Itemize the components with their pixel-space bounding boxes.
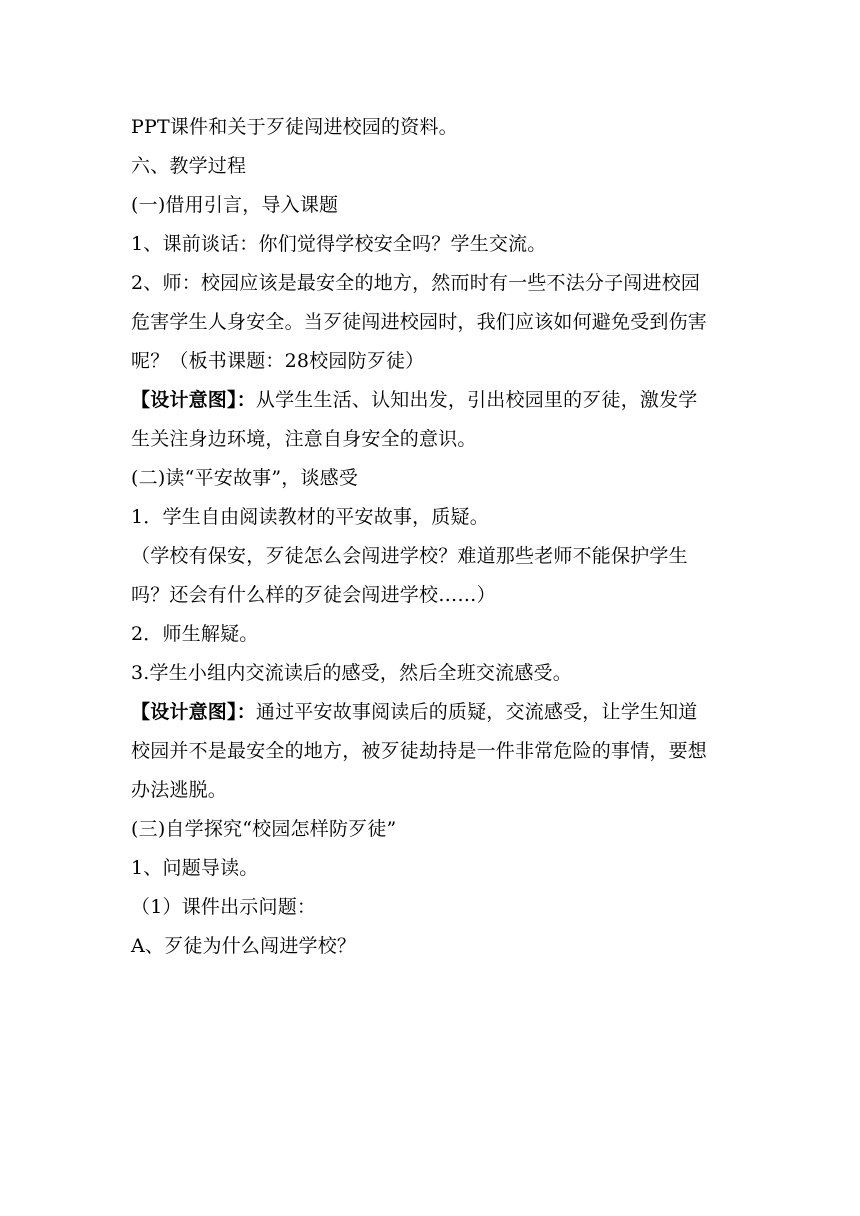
design-intent-2-line-3: 办法逃脱。	[131, 779, 228, 801]
document-body	[131, 108, 731, 966]
text-line-resolve-doubts: 2．师生解疑。	[131, 623, 259, 645]
text-line-teacher-1: 2、师：校园应该是最安全的地方，然而时有一些不法分子闯进校园	[131, 272, 701, 294]
text-line-questions-1: （学校有保安，歹徒怎么会闯进学校？难道那些老师不能保护学生	[131, 545, 688, 567]
subsection-heading-safety-story: (二)读“平安故事”，谈感受	[131, 467, 359, 489]
design-intent-2-line-1	[131, 693, 731, 732]
text-line-courseware-questions: （1）课件出示问题：	[131, 896, 317, 918]
text-line-group-discussion: 3.学生小组内交流读后的感受，然后全班交流感受。	[131, 662, 572, 684]
design-intent-text: 通过平安故事阅读后的质疑，交流感受，让学生知道	[255, 701, 698, 723]
design-intent-1-line-2: 生关注身边环境，注意自身安全的意识。	[131, 428, 477, 450]
text-line-pre-class-talk: 1、课前谈话：你们觉得学校安全吗？学生交流。	[131, 233, 547, 255]
text-line-free-reading: 1．学生自由阅读教材的平安故事，质疑。	[131, 506, 489, 528]
text-line-question-a: A、歹徒为什么闯进学校？	[131, 935, 357, 957]
text-line-teacher-2: 危害学生人身安全。当歹徒闯进校园时，我们应该如何避免受到伤害	[131, 311, 708, 333]
design-intent-text: 从学生生活、认知出发，引出校园里的歹徒，激发学	[255, 389, 698, 411]
design-intent-1-line-1	[131, 381, 731, 420]
section-heading-teaching-process: 六、教学过程	[131, 155, 247, 177]
text-line-question-guide: 1、问题导读。	[131, 857, 259, 879]
design-intent-label: 【设计意图】：	[131, 701, 256, 723]
design-intent-2-line-2: 校园并不是最安全的地方，被歹徒劫持是一件非常危险的事情，要想	[131, 740, 708, 762]
subsection-heading-self-study: (三)自学探究“校园怎样防歹徒”	[131, 818, 397, 840]
subsection-heading-intro: (一)借用引言，导入课题	[131, 194, 339, 216]
text-line-teacher-3: 呢？（板书课题：28校园防歹徒）	[131, 350, 425, 372]
text-line-questions-2: 吗？还会有什么样的歹徒会闯进学校……）	[131, 584, 496, 606]
design-intent-label: 【设计意图】：	[131, 389, 256, 411]
text-line-materials: PPT课件和关于歹徒闯进校园的资料。	[131, 116, 458, 138]
